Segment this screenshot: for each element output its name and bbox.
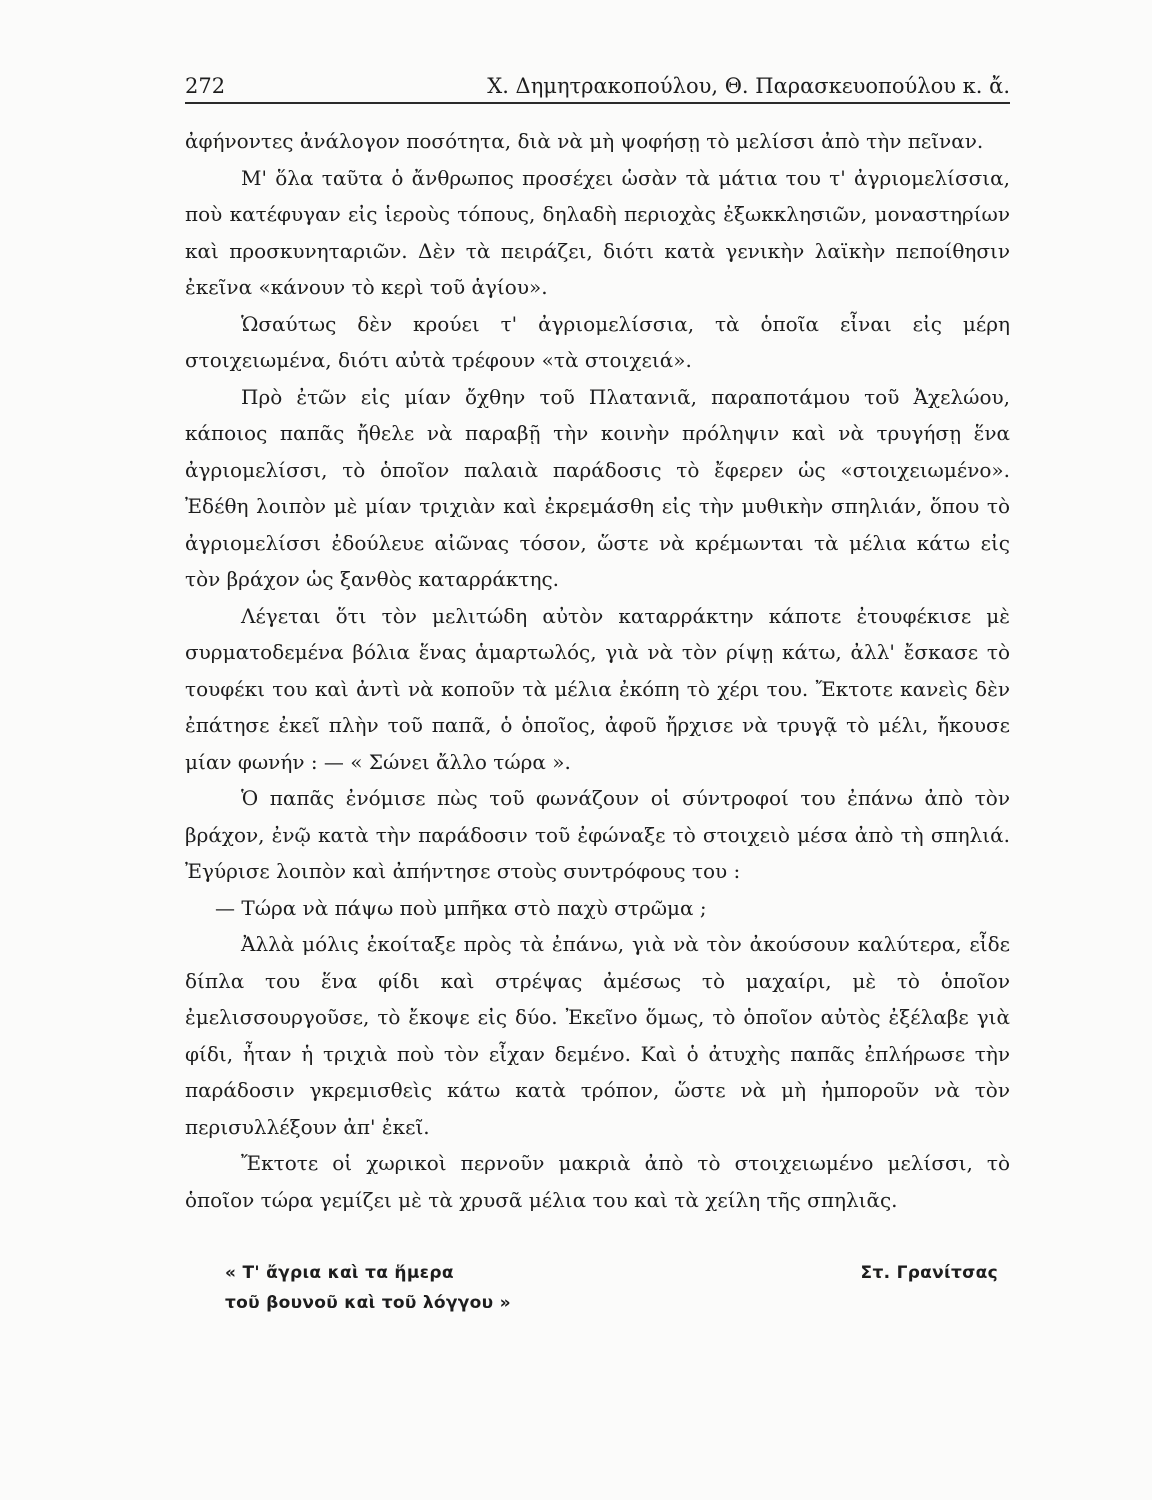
page-number: 272 — [185, 74, 226, 98]
paragraph-3: Ὡσαύτως δὲν κρούει τ' ἀγριομελίσσια, τὰ ὁποῖα εἶναι εἰς μέρη στοιχειωμένα, διότι αὐτὰ τρέφουν «τὰ στοιχειά». — [185, 311, 1010, 372]
source-title-line-2: τοῦ βουνοῦ καὶ τοῦ λόγγου » — [225, 1293, 511, 1313]
paragraph-4: Πρὸ ἐτῶν εἰς μίαν ὄχθην τοῦ Πλατανιᾶ, παραποτάμου τοῦ Ἀχελώου, κάποιος παπᾶς ἤθελε νὰ παραβῇ τὴν κοινὴν πρόληψιν καὶ νὰ τρυγήσῃ ἕνα ἀγριομελίσσι, τὸ ὁποῖον παλαιὰ παράδοσις τὸ ἔφερεν ὡς «στοιχειωμένο». Ἐδέθη λοιπὸν μὲ μίαν τριχιὰν καὶ ἐκρεμάσθη εἰς τὴν μυθικὴν σπηλιάν, ὅπου τὸ ἀγριομελίσσι ἐδούλευε αἰῶνας τόσον, ὥστε νὰ κρέμωνται τὰ μέλια κάτω εἰς τὸν βράχον ὡς ξανθὸς καταρράκτης. — [185, 384, 1010, 591]
source-title-line-1: « Τ' ἄγρια καὶ τα ἥμερα — [225, 1263, 454, 1283]
source-title — [225, 1258, 511, 1318]
body-text — [185, 123, 1010, 1218]
running-title: Χ. Δημητρακοπούλου, Θ. Παρασκευοπούλου κ. ἄ. — [487, 74, 1010, 98]
running-header — [185, 70, 1010, 104]
paragraph-7: Ἀλλὰ μόλις ἐκοίταξε πρὸς τὰ ἐπάνω, γιὰ νὰ τὸν ἀκούσουν καλύτερα, εἶδε δίπλα του ἕνα φίδι καὶ στρέψας ἀμέσως τὸ μαχαίρι, μὲ τὸ ὁποῖον ἐμελισσουργοῦσε, τὸ ἔκοψε εἰς δύο. Ἐκεῖνο ὅμως, τὸ ὁποῖον αὐτὸς ἐξέλαβε γιὰ φίδι, ἦταν ἡ τριχιὰ ποὺ τὸν εἶχαν δεμένο. Καὶ ὁ ἀτυχὴς παπᾶς ἐπλήρωσε τὴν παράδοσιν γκρεμισθεὶς κάτω κατὰ τρόπον, ὥστε νὰ μὴ ἠμποροῦν νὰ τὸν περισυλλέξουν ἀπ' ἐκεῖ. — [185, 932, 1010, 1139]
paragraph-6: Ὁ παπᾶς ἐνόμισε πὼς τοῦ φωνάζουν οἱ σύντροφοί του ἐπάνω ἀπὸ τὸν βράχον, ἐνῷ κατὰ τὴν παράδοσιν τοῦ ἐφώναξε τὸ στοιχειὸ μέσα ἀπὸ τὴ σπηλιά. Ἐγύρισε λοιπὸν καὶ ἀπήντησε στοὺς συντρόφους του : — [185, 786, 1010, 883]
paragraph-2: Μ' ὅλα ταῦτα ὁ ἄνθρωπος προσέχει ὡσὰν τὰ μάτια του τ' ἀγριομελίσσια, ποὺ κατέφυγαν εἰς ἱεροὺς τόπους, δηλαδὴ περιοχὰς ἐξωκκλησιῶν, μοναστηρίων καὶ προσκυνηταριῶν. Δὲν τὰ πειράζει, διότι κατὰ γενικὴν λαϊκὴν πεποίθησιν ἐκεῖνα «κάνουν τὸ κερὶ τοῦ ἁγίου». — [185, 165, 1010, 299]
paragraph-5: Λέγεται ὅτι τὸν μελιτώδη αὐτὸν καταρράκτην κάποτε ἐτουφέκισε μὲ συρματοδεμένα βόλια ἕνας ἁμαρτωλός, γιὰ νὰ τὸν ρίψῃ κάτω, ἀλλ' ἔσκασε τὸ τουφέκι του καὶ ἀντὶ νὰ κοποῦν τὰ μέλια ἐκόπη τὸ χέρι του. Ἔκτοτε κανεὶς δὲν ἐπάτησε ἐκεῖ πλὴν τοῦ παπᾶ, ὁ ὁποῖος, ἀφοῦ ἤρχισε νὰ τρυγᾷ τὸ μέλι, ἤκουσε μίαν φωνήν : — « Σώνει ἄλλο τώρα ». — [185, 603, 1010, 774]
dialogue-line: — Τώρα νὰ πάψω ποὺ μπῆκα στὸ παχὺ στρῶμα ; — [215, 895, 707, 920]
source-author: Στ. Γρανίτσας — [860, 1263, 998, 1283]
paragraph-1: ἀφήνοντες ἀνάλογον ποσότητα, διὰ νὰ μὴ ψοφήσῃ τὸ μελίσσι ἀπὸ τὴν πεῖναν. — [185, 129, 984, 153]
source-citation — [185, 1258, 1010, 1328]
paragraph-8: Ἔκτοτε οἱ χωρικοὶ περνοῦν μακριὰ ἀπὸ τὸ στοιχειωμένο μελίσσι, τὸ ὁποῖον τώρα γεμίζει μὲ τὰ χρυσᾶ μέλια του καὶ τὰ χείλη τῆς σπηλιᾶς. — [185, 1151, 1010, 1212]
